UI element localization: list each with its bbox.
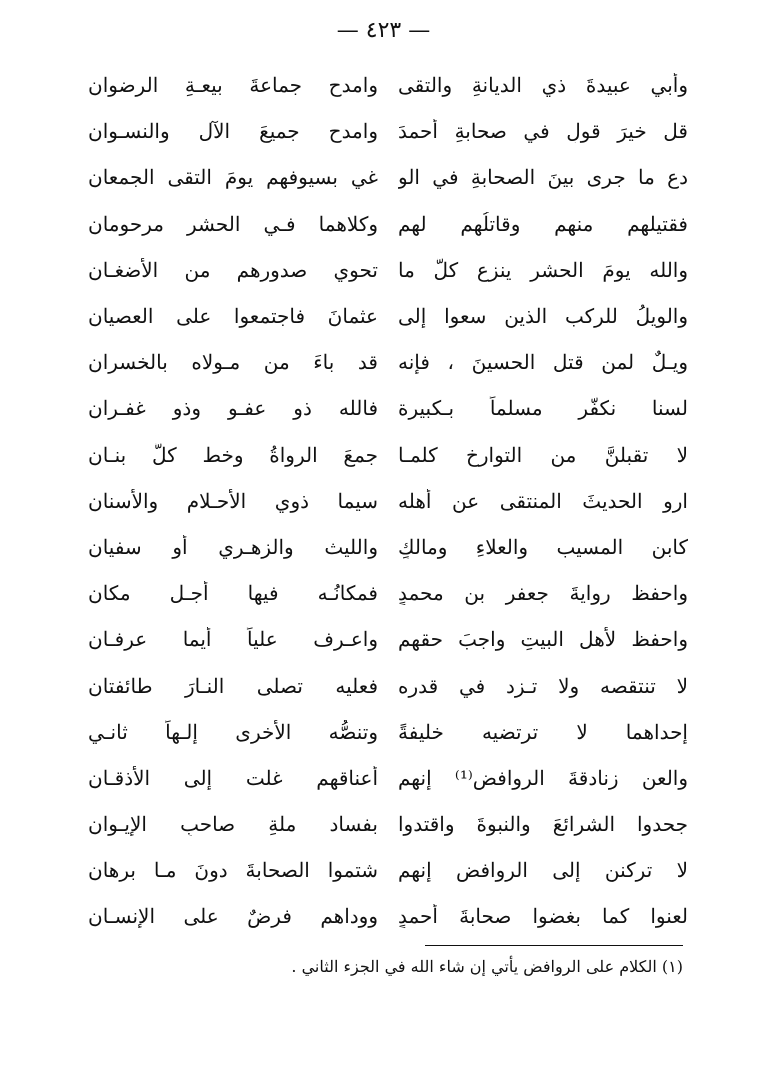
verse	[88, 108, 688, 154]
verse	[88, 709, 688, 755]
verse-second-half: شتموا الصحابةَ دونَ مـا برهان	[88, 858, 378, 883]
verse-first-half: لا تركنن إلى الروافضِ إنهم	[398, 858, 688, 883]
verse	[88, 293, 688, 339]
verse-second-half: تحوي صدورهم من الأضغـان	[88, 257, 378, 282]
footnote: (١) الكلام على الروافض يأتي إن شاء الله في الجزء الثاني .	[291, 957, 683, 976]
verse	[88, 616, 688, 662]
verse-first-half: لا تقبلنَّ من التوارخ كلمـا	[398, 442, 688, 467]
verse	[88, 524, 688, 570]
verse-second-half: عثمانَ فاجتمعوا على العصيان	[88, 304, 378, 329]
verse-second-half: وامدح جميعَ الآلِ والنسـوان	[88, 119, 378, 144]
verse-second-half: وتنصُّه الأخرى إلـهاً ثانـي	[88, 719, 378, 744]
verse-second-half: والليث والزهـري أو سفيان	[88, 534, 378, 559]
verse-first-half: لعنوا كما بغضوا صحابةَ أحمدٍ	[398, 904, 688, 929]
verse	[88, 385, 688, 431]
verse-first-half: لا تنتقصه ولا تـزد في قدره	[398, 673, 688, 698]
verse	[88, 847, 688, 893]
verse-first-half: ارو الحديثَ المنتقى عن أهله	[398, 488, 688, 513]
verse	[88, 247, 688, 293]
verse-second-half: واعـرف علياً أيما عرفـان	[88, 627, 378, 652]
verse-second-half: وامدح جماعةَ بيعـةِ الرضوان	[88, 73, 378, 98]
verse	[88, 893, 688, 939]
verse-first-half: إحداهما لا ترتضيه خليفةً	[398, 719, 688, 744]
verse-second-half: غي بسيوفهم يومَ التقى الجمعان	[88, 165, 378, 190]
verse-first-half: والله يومَ الحشر ينزع كلَّ ما	[398, 257, 688, 282]
verse-first-half: وأبي عبيدةَ ذي الديانةِ والتقى	[398, 73, 688, 98]
verse-second-half: قد باءَ من مـولاه بالخسران	[88, 350, 378, 375]
verse-second-half: فعليه تصلى النـارَ طائفتان	[88, 673, 378, 698]
verse-second-half: وكلاهما فـي الحشر مرحومان	[88, 211, 378, 236]
verse-first-half: دع ما جرى بينَ الصحابةِ في الو	[398, 165, 688, 190]
verse	[88, 478, 688, 524]
verse-first-half: واحفظ روايةَ جعفرِ بنِ محمدٍ	[398, 581, 688, 606]
verse	[88, 154, 688, 200]
verse-second-half: فمكانُـه فيها أجـل مكان	[88, 581, 378, 606]
verse-second-half: ووداهم فرضٌ على الإنسـان	[88, 904, 378, 929]
verse-first-half: قل خيرَ قولٍ في صحابةِ أحمدَ	[398, 119, 688, 144]
verse-second-half: سيما ذوي الأحـلام والأسنان	[88, 488, 378, 513]
verse	[88, 339, 688, 385]
verse-second-half: جمعَ الرواةُ وخط كلُّ بنـان	[88, 442, 378, 467]
verse	[88, 201, 688, 247]
verse-second-half: بفساد ملةِ صاحبِ الإيـوان	[88, 812, 378, 837]
verse-first-half: ويـلٌ لمن قتل الحسينَ ، فإنه	[398, 350, 688, 375]
verse	[88, 570, 688, 616]
verse-first-half: والعن زنادقةَ الروافضِ⁽¹⁾ إنهم	[398, 765, 688, 790]
verse	[88, 62, 688, 108]
verse-first-half: فقتيلهم منهم وقاتلُهم لهم	[398, 211, 688, 236]
verse	[88, 755, 688, 801]
footnote-separator	[425, 945, 683, 946]
poem	[88, 62, 688, 940]
verse	[88, 432, 688, 478]
verse-second-half: فالله ذو عفـو وذو غفـران	[88, 396, 378, 421]
verse	[88, 801, 688, 847]
verse	[88, 662, 688, 708]
verse-first-half: واحفظ لأهل البيتِ واجبَ حقهم	[398, 627, 688, 652]
verse-first-half: جحدوا الشرائعَ والنبوةَ واقتدوا	[398, 812, 688, 837]
verse-second-half: أعناقهم غلت إلى الأذقـان	[88, 765, 378, 790]
verse-first-half: والويلُ للركب الذين سعوا إلى	[398, 304, 688, 329]
verse-first-half: لسنا نكفّر مسلماً بـكبيرة	[398, 396, 688, 421]
verse-first-half: كابن المسيب والعلاءِ ومالكٍ	[398, 534, 688, 559]
page-number: — ٤٢٣ —	[336, 18, 431, 43]
